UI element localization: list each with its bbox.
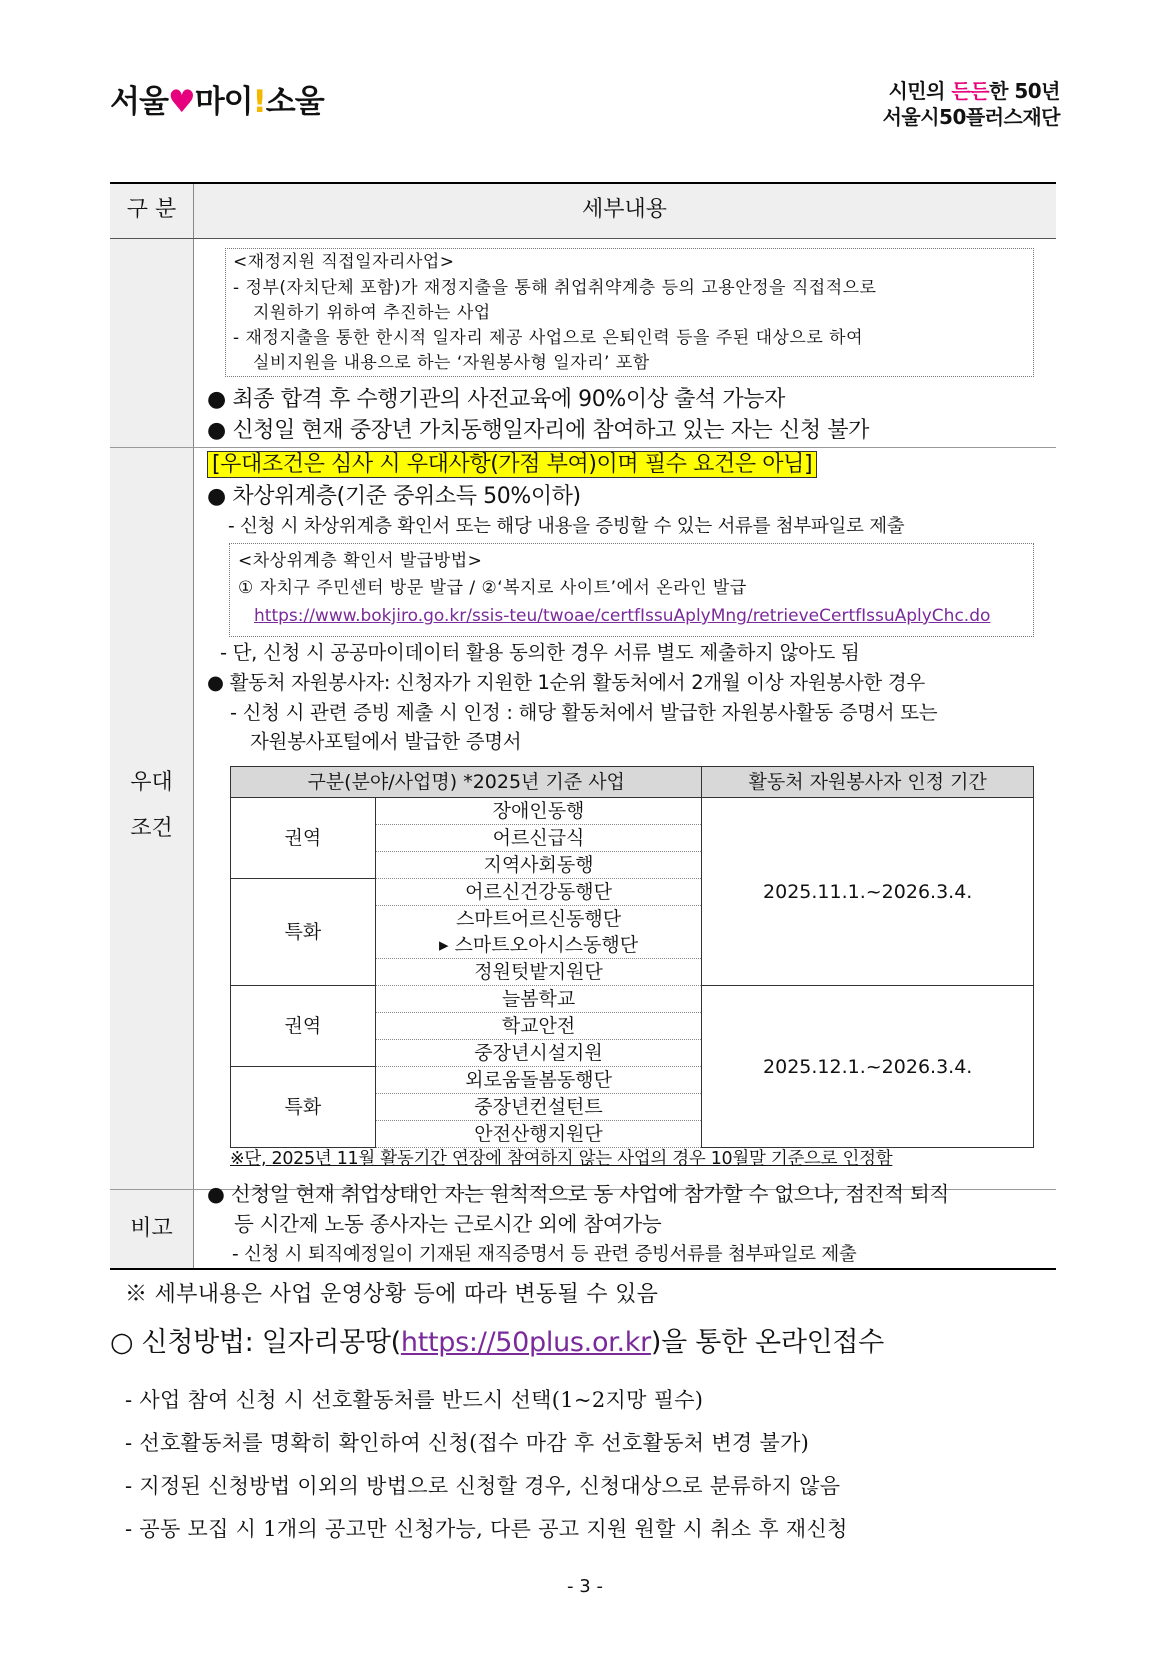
inner-table-note: ※단, 2025년 11월 활동기간 연장에 참여하지 않는 사업의 경우 10월말 기준으로 인정함: [230, 1149, 893, 1169]
apply-suffix: )을 통한 온라인접수: [650, 1327, 884, 1358]
foundation-logo: [883, 78, 1060, 130]
bullet-item: [207, 1180, 949, 1209]
50plus-link[interactable]: https://50plus.or.kr: [400, 1327, 651, 1358]
exclamation-icon: !: [252, 84, 266, 120]
finance-box-line: 실비지원을 내용으로 하는 ‘자원봉사형 일자리’ 포함: [253, 353, 650, 373]
row-divider: [110, 447, 1056, 448]
apply-prefix: ○ 신청방법: 일자리몽땅(: [110, 1327, 401, 1358]
table-row: [231, 986, 1034, 1013]
table-header: 활동처 자원봉사자 인정 기간: [702, 767, 1034, 798]
header-divider: [110, 238, 1056, 239]
period-cell: 2025.12.1.~2026.3.4.: [702, 986, 1034, 1148]
bullet-item: [207, 481, 581, 513]
heart-icon: ♥: [167, 84, 195, 120]
finance-box-line: - 정부(자치단체 포함)가 재정지출을 통해 취업취약계층 등의 고용안정을 직접적으로: [233, 278, 877, 298]
table-cell: ▸ 스마트오아시스동행단: [375, 932, 702, 959]
pref-label: 우대: [130, 770, 173, 795]
detail-header: 세부내용: [581, 197, 667, 222]
finance-box-line: 지원하기 위하여 추진하는 사업: [253, 303, 491, 323]
logo-text: 마이: [194, 84, 253, 120]
bullet-text: 최종 합격 후 수행기관의 사전교육에 90%이상 출석 가능자: [232, 387, 785, 412]
group-label: 특화: [231, 1067, 376, 1148]
table-cell: 중장년컨설턴트: [375, 1094, 702, 1121]
table-cell: 중장년시설지원: [375, 1040, 702, 1067]
logo-tagline: 시민의: [888, 79, 952, 103]
bullet-text: 차상위계층(기준 중위소득 50%이하): [232, 484, 581, 509]
bullet-icon: ●: [207, 387, 233, 412]
apply-item: - 사업 참여 신청 시 선호활동처를 반드시 선택(1~2지망 필수): [125, 1388, 704, 1412]
bullet-text: 신청일 현재 중장년 가치동행일자리에 참여하고 있는 자는 신청 불가: [232, 418, 869, 443]
bullet-text: 활동처 자원봉사자: 신청자가 지원한 1순위 활동처에서 2개월 이상 자원봉사한 경우: [229, 671, 925, 694]
apply-item: - 선호활동처를 명확히 확인하여 신청(접수 마감 후 선호활동처 변경 불가): [125, 1431, 810, 1455]
sub-item: - 신청 시 퇴직예정일이 기재된 재직증명서 등 관련 증빙서류를 첨부파일로 제출: [232, 1244, 857, 1265]
table-cell: 어르신건강동행단: [375, 879, 702, 906]
remark-label: 비고: [130, 1216, 173, 1241]
volunteer-period-table: [230, 766, 1034, 1148]
group-label: 권역: [231, 798, 376, 879]
group-label: 권역: [231, 986, 376, 1067]
finance-box-title: <재정지원 직접일자리사업>: [233, 252, 455, 272]
remark-line: 등 시간제 노동 종사자는 근로시간 외에 참여가능: [234, 1212, 662, 1236]
sub-item: 자원봉사포털에서 발급한 증명서: [250, 730, 522, 753]
table-cell: 정원텃밭지원단: [375, 959, 702, 986]
column-divider: [193, 182, 194, 1270]
bullet-item: [207, 384, 785, 416]
table-cell: 외로움돌봄동행단: [375, 1067, 702, 1094]
apply-item: - 공동 모집 시 1개의 공고만 신청가능, 다른 공고 지원 원할 시 취소 후 재신청: [125, 1517, 848, 1541]
period-cell: 2025.11.1.~2026.3.4.: [702, 798, 1034, 986]
apply-method-heading: [110, 1325, 884, 1361]
logo-text: 소울: [265, 84, 324, 120]
sub-item: - 신청 시 차상위계층 확인서 또는 해당 내용을 증빙할 수 있는 서류를 첨부파일로 제출: [228, 516, 905, 537]
group-label: 특화: [231, 879, 376, 986]
bullet-icon: ●: [207, 418, 233, 443]
logo-tagline-accent: 든든: [951, 79, 990, 103]
bokjiro-link[interactable]: https://www.bokjiro.go.kr/ssis-teu/twoae/certfIssuAplyMng/retrieveCertfIssuAplyChc.do: [254, 606, 991, 626]
pref-label: 조건: [130, 816, 173, 841]
apply-item: - 지정된 신청방법 이외의 방법으로 신청할 경우, 신청대상으로 분류하지 않음: [125, 1474, 841, 1498]
category-header: 구 분: [126, 197, 177, 222]
bullet-icon: ●: [207, 1182, 231, 1206]
sub-item: - 신청 시 관련 증빙 제출 시 인정 : 해당 활동처에서 발급한 자원봉사활동 증명서 또는: [230, 701, 938, 724]
footnote: ※ 세부내용은 사업 운영상황 등에 따라 변동될 수 있음: [125, 1282, 659, 1307]
table-cell: 안전산행지원단: [375, 1121, 702, 1148]
table-row: [231, 798, 1034, 825]
pref-note: [207, 449, 817, 481]
logo-tagline: 한 50년: [989, 79, 1060, 103]
table-cell: 어르신급식: [375, 825, 702, 852]
foundation-name: 서울시50플러스재단: [882, 105, 1060, 129]
bullet-icon: ●: [207, 671, 230, 694]
bullet-icon: ●: [207, 484, 233, 509]
finance-box-line: - 재정지출을 통한 한시적 일자리 제공 사업으로 은퇴인력 등을 주된 대상으로 하여: [233, 328, 864, 348]
table-header: 구분(분야/사업명) *2025년 기준 사업: [231, 767, 702, 798]
pref-note-highlight: [우대조건은 심사 시 우대사항(가점 부여)이며 필수 요건은 아님]: [207, 451, 817, 478]
table-cell: 늘봄학교: [375, 986, 702, 1013]
seoul-my-soul-logo: [110, 82, 324, 122]
cert-box-title: <차상위계층 확인서 발급방법>: [238, 551, 483, 571]
logo-text: 서울: [110, 84, 168, 120]
bullet-item: [207, 668, 925, 697]
table-cell: 장애인동행: [375, 798, 702, 825]
page-number: - 3 -: [567, 1576, 603, 1597]
table-cell: 스마트어르신동행단: [375, 906, 702, 933]
bullet-text: 신청일 현재 취업상태인 자는 원칙적으로 동 사업에 참가할 수 없으나, 점진적 퇴직: [230, 1182, 950, 1206]
table-header-row: [231, 767, 1034, 798]
sub-item: - 단, 신청 시 공공마이데이터 활용 동의한 경우 서류 별도 제출하지 않아도 됨: [220, 641, 860, 664]
bullet-item: [207, 415, 869, 447]
table-cell: 학교안전: [375, 1013, 702, 1040]
table-cell: 지역사회동행: [375, 852, 702, 879]
cert-box-line: ① 자치구 주민센터 방문 발급 / ②‘복지로 사이트’에서 온라인 발급: [238, 578, 747, 598]
category-column-bg: [110, 182, 193, 1270]
